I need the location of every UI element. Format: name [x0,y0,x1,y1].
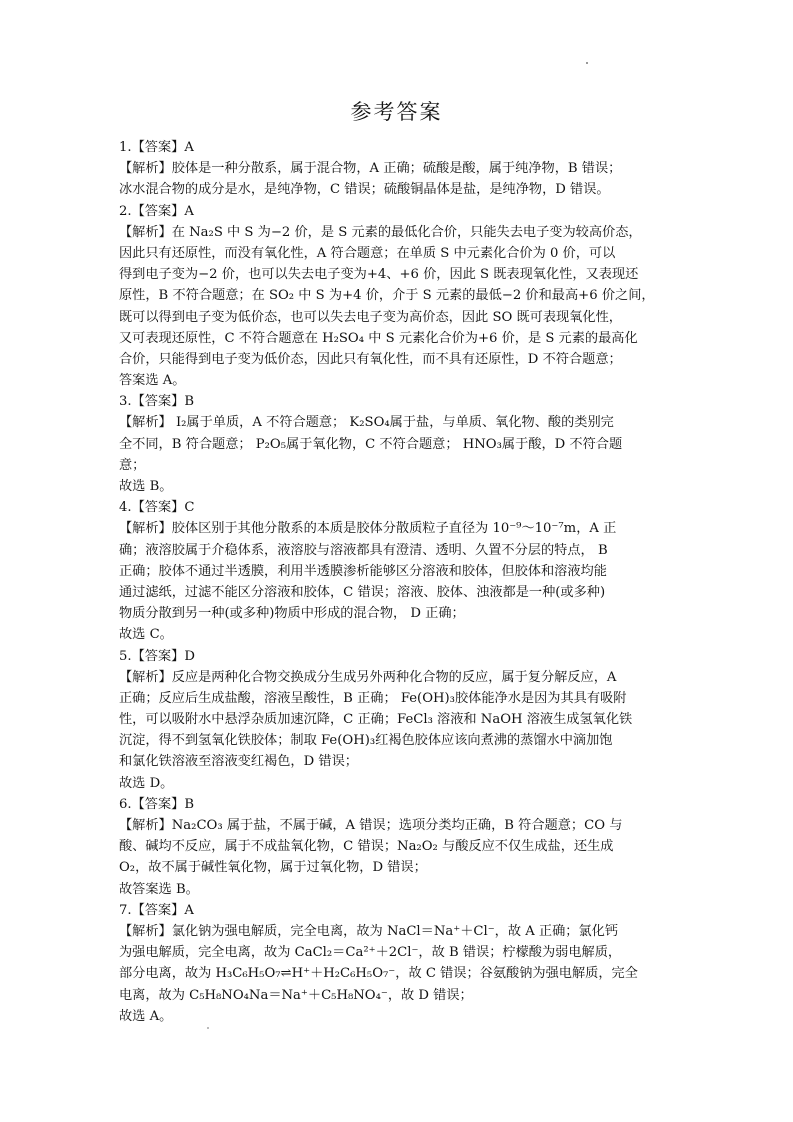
text-line: 确；液溶胶属于介稳体系，液溶胶与溶液都具有澄清、透明、久置不分层的特点， B [119,542,608,558]
text-line: 2.【答案】A [119,203,194,219]
text-line: 电离，故为 C₅H₈NO₄Na＝Na⁺＋C₅H₈NO₄⁻，故 D 错误； [119,987,473,1003]
text-line: 【解析】胶体是一种分散系，属于混合物，A 正确；硫酸是酸，属于纯净物，B 错误； [119,161,622,177]
text-line: 【解析】反应是两种化合物交换成分生成另外两种化合物的反应，属于复分解反应，A [119,669,617,685]
text-line: 故答案选 B。 [119,881,199,897]
text-line: 和氯化铁溶液至溶液变红褐色，D 错误； [119,754,358,770]
text-line: 6.【答案】B [119,796,195,812]
text-line: 1.【答案】A [119,140,194,155]
text-line: 5.【答案】D [119,648,195,664]
text-line: 全不同，B 符合题意； P₂O₅属于氧化物，C 不符合题意； HNO₃属于酸，D 不符合题 [119,436,623,452]
text-line: 3.【答案】B [119,394,195,410]
page-title: 参考答案 [350,100,443,124]
answer-body [119,137,675,1027]
text-line: 故选 C。 [119,627,173,643]
text-line: 答案选 A。 [119,373,186,389]
text-line: 得到电子变为−2 价，也可以失去电子变为+4、+6 价，因此 S 既表现氧化性，又表现还 [119,267,639,283]
text-line: 性，可以吸附水中悬浮杂质加速沉降，C 正确；FeCl₃ 溶液和 NaOH 溶液生成氢氧化铁 [119,712,633,728]
text-line: 通过滤纸，过滤不能区分溶液和胶体，C 错误；溶液、胶体、浊液都是一种(或多种) [119,584,606,600]
text-line: 【解析】氯化钠为强电解质，完全电离，故为 NaCl＝Na⁺＋Cl⁻，故 A 正确；氯化钙 [119,923,619,939]
text-line: 4.【答案】C [119,500,195,516]
text-line: 故选 B。 [119,479,173,494]
text-line: 【解析】 I₂属于单质，A 不符合题意； K₂SO₄属于盐，与单质、氧化物、酸的类别完 [119,415,614,431]
text-line: 酸、碱均不反应，属于不成盐氧化物，C 错误；Na₂O₂ 与酸反应不仅生成盐，还生成 [119,839,614,855]
text-line: 又可表现还原性，C 不符合题意在 H₂SO₄ 中 S 元素化合价为+6 价，是 S 元素的最高化 [119,330,638,346]
text-line: 合价，只能得到电子变为低价态，因此只有氧化性，而不具有还原性，D 不符合题意； [119,351,622,367]
text-line: 既可以得到电子变为低价态，也可以失去电子变为高价态，因此 SO 既可表现氧化性， [119,309,622,325]
text-line: 物质分散到另一种(或多种)物质中形成的混合物， D 正确； [119,606,465,622]
text-line: 【解析】Na₂CO₃ 属于盐，不属于碱，A 错误；选项分类均正确，B 符合题意；CO 与 [119,818,623,833]
text-line: 沉淀，得不到氢氧化铁胶体；制取 Fe(OH)₃红褐色胶体应该向煮沸的蒸馏水中滴加饱 [119,733,613,749]
text-line: 原性，B 不符合题意；在 SO₂ 中 S 为+4 价，介于 S 元素的最低−2 价和最高+6 价之间， [119,288,655,304]
text-line: 故选 A。 [119,1008,173,1024]
text-line: 正确；反应后生成盐酸，溶液呈酸性，B 正确； Fe(OH)₃胶体能净水是因为其具有吸附 [119,690,627,706]
text-line: 为强电解质，完全电离，故为 CaCl₂＝Ca²⁺＋2Cl⁻，故 B 错误；柠檬酸为弱电解质， [119,945,622,961]
text-line: 因此只有还原性，而没有氧化性，A 符合题意；在单质 S 中元素化合价为 0 价，可以 [119,245,616,261]
text-line: 部分电离，故为 H₃C₆H₅O₇⇌H⁺＋H₂C₆H₅O₇⁻，故 C 错误；谷氨酸钠为强电解质，完全 [119,966,638,982]
scan-dot [586,62,588,64]
text-line: 7.【答案】A [119,902,194,918]
text-line: 正确；胶体不通过半透膜，利用半透膜渗析能够区分溶液和胶体，但胶体和溶液均能 [119,563,607,579]
scan-dot [207,1027,209,1029]
text-line: 冰水混合物的成分是水，是纯净物，C 错误；硫酸铜晶体是盐，是纯净物，D 错误。 [119,182,610,198]
text-line: 故选 D。 [119,775,174,791]
text-line: 【解析】胶体区别于其他分散系的本质是胶体分散质粒子直径为 10⁻⁹～10⁻⁷m，A 正 [119,521,617,537]
text-line: 意； [119,457,146,473]
text-line: O₂，故不属于碱性氧化物，属于过氧化物，D 错误； [119,860,427,876]
text-line: 【解析】在 Na₂S 中 S 为−2 价，是 S 元素的最低化合价，只能失去电子变为较高价态， [119,224,642,240]
